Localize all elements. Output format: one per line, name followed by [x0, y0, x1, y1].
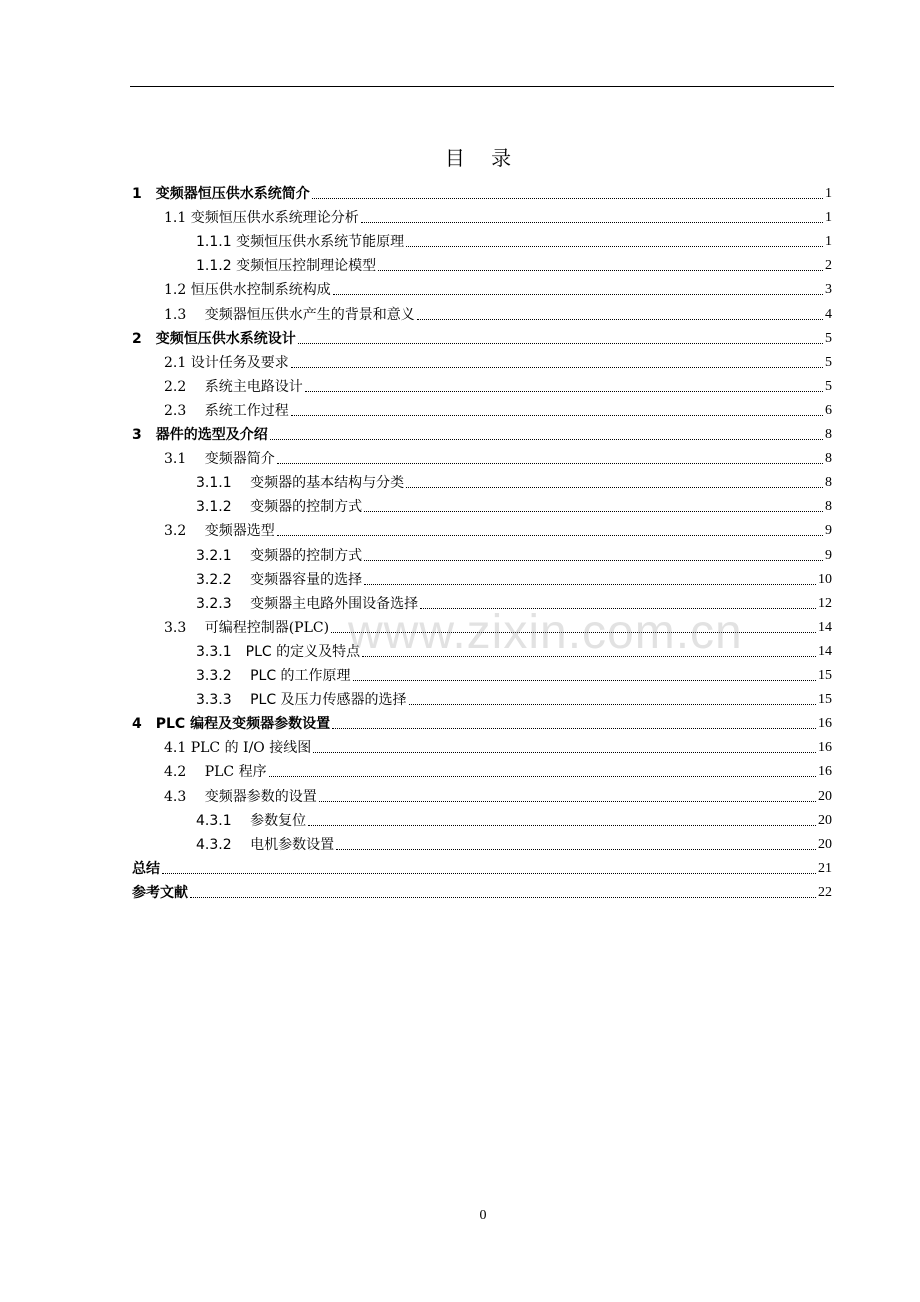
toc-entry-label: 3.3.2 PLC 的工作原理: [196, 668, 351, 684]
toc-dot-leader: [308, 825, 816, 826]
toc-entry-label: 2.2 系统主电路设计: [164, 378, 303, 395]
toc-entry[interactable]: [196, 470, 832, 492]
toc-dot-leader: [406, 246, 823, 247]
toc-entry[interactable]: [164, 277, 832, 299]
toc-entry-label: 3.3 可编程控制器(PLC): [164, 619, 330, 636]
toc-entry-label: 1.2 恒压供水控制系统构成: [164, 282, 331, 299]
toc-dot-leader: [364, 584, 816, 585]
toc-dot-leader: [406, 487, 823, 488]
toc-entry-label: 2.3 系统工作过程: [164, 402, 289, 419]
toc-entry-page: 3: [825, 282, 832, 298]
toc-entry-label: 3.2.2 变频器容量的选择: [196, 571, 363, 588]
toc-entry-page: 10: [818, 571, 832, 587]
toc-dot-leader: [364, 560, 823, 561]
toc-entry[interactable]: [164, 615, 832, 637]
toc-entry[interactable]: [196, 494, 832, 516]
toc-dot-leader: [305, 391, 823, 392]
toc-entry-page: 15: [818, 692, 832, 708]
toc-entry[interactable]: [164, 205, 832, 227]
toc-dot-leader: [336, 849, 816, 850]
toc-dot-leader: [362, 656, 816, 657]
toc-dot-leader: [364, 511, 823, 512]
toc-entry[interactable]: [196, 663, 832, 685]
header-rule: [130, 86, 834, 87]
toc-entry-label: 4 PLC 编程及变频器参数设置: [132, 716, 331, 733]
toc-entry-label: 4.3 变频器参数的设置: [164, 788, 317, 805]
toc-entry[interactable]: [164, 784, 832, 806]
toc-entry[interactable]: [164, 446, 832, 468]
toc-entry-label: 4.1 PLC 的 I/O 接线图: [164, 740, 312, 757]
toc-entry[interactable]: [164, 398, 832, 420]
toc-entry-label: 1 变频器恒压供水系统简介: [132, 186, 310, 202]
toc-entry-page: 8: [825, 427, 832, 442]
toc-dot-leader: [312, 198, 823, 199]
toc-entry-label: 1.1 变频恒压供水系统理论分析: [164, 210, 359, 227]
toc-entry-label: 4.2 PLC 程序: [164, 764, 267, 781]
toc-entry[interactable]: [164, 759, 832, 781]
toc-entry-page: 1: [825, 186, 832, 201]
toc-dot-leader: [291, 415, 823, 416]
toc-entry-page: 9: [825, 523, 832, 539]
toc-entry-page: 14: [818, 619, 832, 635]
toc-entry[interactable]: [196, 687, 832, 709]
toc-entry-page: 14: [818, 643, 832, 659]
toc-entry-page: 16: [818, 716, 832, 732]
toc-entry-label: 3.1.1 变频器的基本结构与分类: [196, 475, 405, 492]
toc-entry-label: 1.3 变频器恒压供水产生的背景和意义: [164, 306, 415, 323]
toc-entry-page: 8: [825, 451, 832, 467]
toc-entry-label: 参考文献: [132, 884, 188, 901]
toc-entry[interactable]: [196, 543, 832, 565]
toc-entry-page: 1: [825, 210, 832, 226]
toc-entry-label: 3 器件的选型及介绍: [132, 427, 268, 443]
toc-entry-page: 20: [818, 836, 832, 852]
watermark: www.zixin.com.cn: [348, 606, 743, 659]
toc-entry-page: 6: [825, 402, 832, 418]
toc-dot-leader: [277, 535, 823, 536]
toc-entry-label: 2.1 设计任务及要求: [164, 354, 289, 371]
toc-entry[interactable]: [196, 639, 832, 661]
toc-dot-leader: [313, 752, 816, 753]
toc-entry-page: 20: [818, 788, 832, 804]
toc-entry-label: 1.1.2 变频恒压控制理论模型: [196, 258, 377, 275]
toc-dot-leader: [353, 680, 816, 681]
toc-entry[interactable]: [132, 856, 832, 878]
toc-entry-label: 3.2.3 变频器主电路外围设备选择: [196, 595, 419, 612]
toc-entry-label: 3.3.1 PLC 的定义及特点: [196, 643, 361, 660]
toc-entry-page: 8: [825, 499, 832, 515]
toc-entry[interactable]: [196, 808, 832, 830]
toc-entry-page: 21: [818, 860, 832, 876]
page-title: 目 录: [444, 146, 522, 170]
toc-entry-page: 5: [825, 378, 832, 394]
toc-dot-leader: [417, 319, 823, 320]
toc-entry[interactable]: [132, 880, 832, 902]
toc-dot-leader: [409, 704, 816, 705]
toc-entry-page: 4: [825, 306, 832, 322]
toc-entry-label: 1.1.1 变频恒压供水系统节能原理: [196, 234, 405, 251]
toc-dot-leader: [270, 439, 823, 440]
toc-dot-leader: [269, 776, 816, 777]
toc-entry-page: 16: [818, 740, 832, 756]
toc-entry-page: 15: [818, 668, 832, 683]
toc-entry[interactable]: [164, 374, 832, 396]
toc-entry-page: 16: [818, 764, 832, 780]
toc-entry[interactable]: [132, 181, 832, 203]
toc-dot-leader: [291, 367, 823, 368]
toc-dot-leader: [361, 222, 823, 223]
toc-entry-page: 20: [818, 812, 832, 828]
toc-dot-leader: [332, 728, 816, 729]
toc-entry-label: 总结: [132, 860, 160, 877]
toc-entry[interactable]: [196, 253, 832, 275]
toc-entry[interactable]: [164, 350, 832, 372]
toc-entry-label: 3.2.1 变频器的控制方式: [196, 547, 363, 564]
toc-entry-page: 1: [825, 234, 832, 250]
toc-dot-leader: [378, 270, 823, 271]
toc-entry-label: 3.3.3 PLC 及压力传感器的选择: [196, 692, 407, 709]
toc-entry-page: 5: [825, 330, 832, 346]
toc-dot-leader: [277, 463, 823, 464]
toc-entry[interactable]: [196, 229, 832, 251]
toc-entry[interactable]: [132, 711, 832, 733]
toc-dot-leader: [190, 897, 816, 898]
toc-dot-leader: [319, 801, 816, 802]
toc-entry[interactable]: [164, 518, 832, 540]
toc-entry-page: 22: [818, 884, 832, 900]
toc-entry[interactable]: [164, 302, 832, 324]
toc-entry[interactable]: [164, 735, 832, 757]
toc-entry-page: 12: [818, 595, 832, 611]
page-number: 0: [479, 1208, 487, 1223]
toc-entry[interactable]: [196, 591, 832, 613]
toc-entry-label: 4.3.2 电机参数设置: [196, 836, 335, 853]
toc-entry-label: 4.3.1 参数复位: [196, 812, 307, 829]
toc-entry[interactable]: [132, 326, 832, 348]
toc-dot-leader: [298, 343, 823, 344]
toc-dot-leader: [162, 873, 816, 874]
toc-dot-leader: [333, 294, 823, 295]
toc-entry-label: 3.1.2 变频器的控制方式: [196, 499, 363, 516]
toc-entry-label: 3.2 变频器选型: [164, 523, 275, 540]
toc-dot-leader: [331, 632, 816, 633]
toc-entry-label: 2 变频恒压供水系统设计: [132, 330, 296, 347]
toc-entry[interactable]: [132, 422, 832, 444]
toc-entry[interactable]: [196, 567, 832, 589]
toc-entry[interactable]: [196, 832, 832, 854]
toc-entry-label: 3.1 变频器简介: [164, 451, 275, 468]
toc-entry-page: 8: [825, 475, 832, 491]
toc-dot-leader: [420, 608, 816, 609]
toc-entry-page: 5: [825, 354, 832, 370]
toc-entry-page: 2: [825, 258, 832, 274]
toc-entry-page: 9: [825, 547, 832, 563]
